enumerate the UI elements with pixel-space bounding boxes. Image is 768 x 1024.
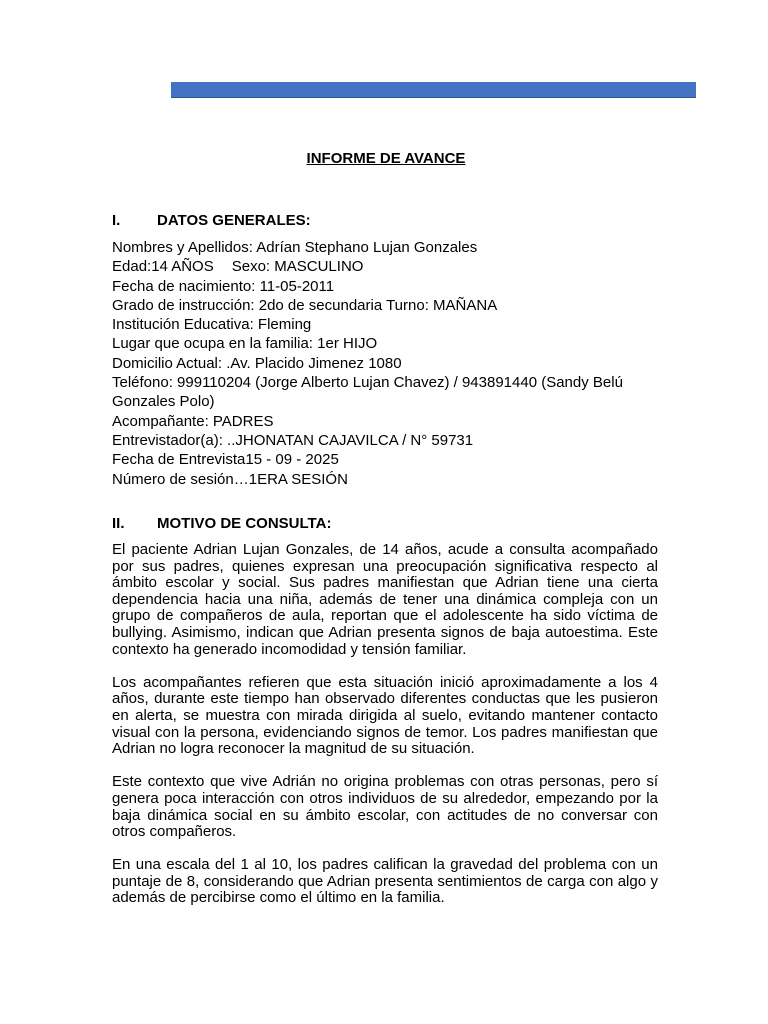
field-nombres: Nombres y Apellidos: Adrían Stephano Lujan Gonzales — [112, 239, 478, 256]
paragraph: El paciente Adrian Lujan Gonzales, de 14 años, acude a consulta acompañado por sus padres, quienes expresan una preocupación significativa respecto al ámbito escolar y social. Sus padres manifiestan que Adrian tiene una cierta dependencia hacia una niña, además de tener una dinámica compleja con un grupo de compañeros de aula, reportan que el adolescente ha sido víctima de bullying. Asimismo, indican que Adrian presenta signos de baja autoestima. Este contexto ha generado incomodidad y tensión familiar. — [112, 541, 658, 658]
field-acompanante: Acompañante: PADRES — [112, 412, 274, 430]
field-institucion: Institución Educativa: Fleming — [112, 316, 312, 334]
field-numero-sesion: Número de sesión…1ERA SESIÓN — [112, 470, 348, 488]
document-title: INFORME DE AVANCE — [306, 150, 466, 167]
paragraph: En una escala del 1 al 10, los padres califican la gravedad del problema con un puntaje de 8, considerando que Adrian presenta sentimientos de carga con algo y además de percibirse como el último en la familia. — [112, 856, 658, 907]
field-sexo: Sexo: MASCULINO — [231, 258, 364, 276]
field-grado: Grado de instrucción: 2do de secundaria Turno: MAÑANA — [112, 296, 498, 314]
section-number: II. — [112, 515, 125, 532]
datos-generales-fields — [112, 238, 657, 489]
section-number: I. — [112, 212, 121, 229]
field-domicilio: Domicilio Actual: .Av. Placido Jimenez 1080 — [112, 354, 402, 372]
section-title: DATOS GENERALES: — [157, 212, 311, 229]
field-edad: Edad:14 AÑOS — [112, 258, 214, 276]
paragraph: Los acompañantes refieren que esta situación inició aproximadamente a los 4 años, durante este tiempo han observado diferentes conductas que les pusieron en alerta, se muestra con mirada dirigida al suelo, evitando mantener contacto visual con la persona, evidenciando signos de temor. Los padres manifiestan que Adrian no logra reconocer la magnitud de su situación. — [112, 673, 658, 758]
field-fecha-nacimiento: Fecha de nacimiento: 11-05-2011 — [112, 277, 335, 295]
section-heading-motivo-consulta — [112, 515, 331, 532]
field-lugar-familia: Lugar que ocupa en la familia: 1er HIJO — [112, 335, 378, 353]
paragraph: Este contexto que vive Adrián no origina problemas con otras personas, pero sí genera poca interacción con otros individuos de su alrededor, empezando por la baja dinámica social en su ámbito escolar, con actitudes de no conversar con otros compañeros. — [112, 773, 658, 841]
header-bar — [171, 82, 696, 98]
field-telefono: Teléfono: 999110204 (Jorge Alberto Lujan Chavez) / 943891440 (Sandy Belú Gonzales Polo) — [112, 374, 623, 411]
motivo-consulta-body — [112, 542, 658, 924]
field-fecha-entrevista: Fecha de Entrevista15 - 09 - 2025 — [112, 451, 339, 469]
section-title: MOTIVO DE CONSULTA: — [157, 515, 332, 532]
section-heading-datos-generales — [112, 212, 311, 229]
field-entrevistador: Entrevistador(a): ..JHONATAN CAJAVILCA / N° 59731 — [112, 431, 474, 449]
field-edad-sexo — [112, 257, 657, 276]
